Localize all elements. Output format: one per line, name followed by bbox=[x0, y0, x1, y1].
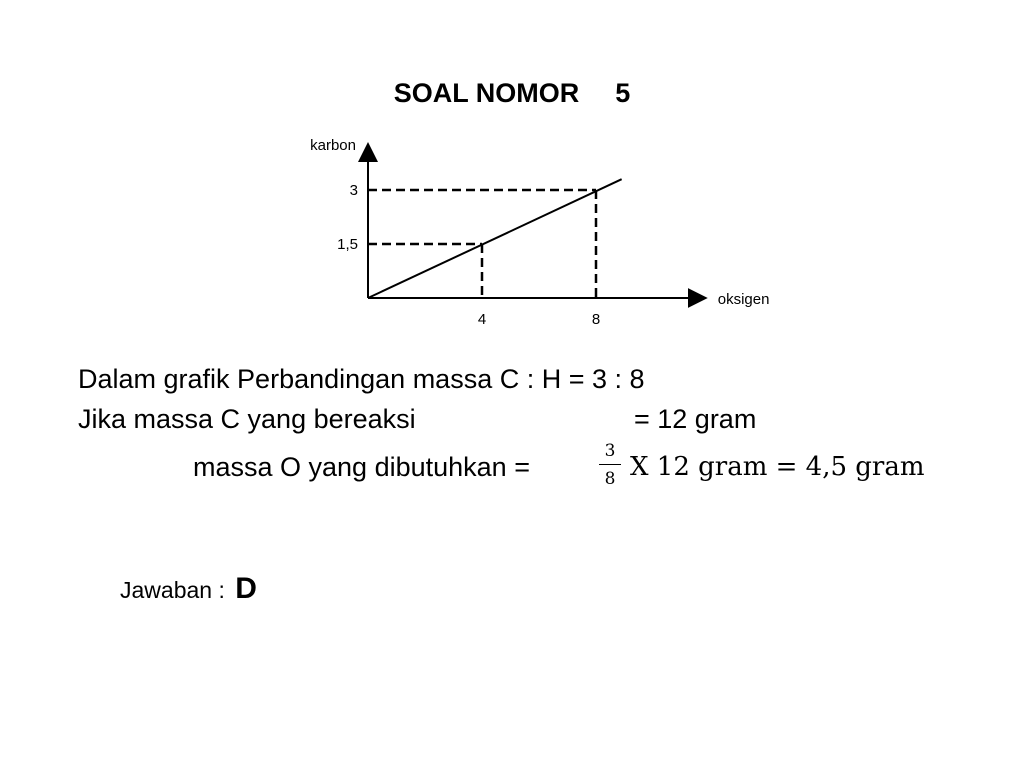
answer-value: D bbox=[235, 572, 257, 605]
mass-c-label: Jika massa C yang bereaksi bbox=[78, 404, 416, 434]
data-line bbox=[368, 179, 622, 298]
answer bbox=[120, 572, 257, 606]
y-tick-label-2: 3 bbox=[349, 182, 358, 199]
fraction-denominator: 8 bbox=[604, 469, 616, 489]
title-number: 5 bbox=[615, 78, 631, 108]
ratio-statement: Dalam grafik Perbandingan massa C : H = 3 : 8 bbox=[78, 364, 645, 394]
x-axis-label: oksigen bbox=[717, 291, 770, 308]
title-label: SOAL NOMOR bbox=[393, 78, 580, 108]
mass-o-statement bbox=[193, 441, 925, 489]
karbon-oksigen-chart bbox=[270, 128, 770, 343]
y-tick-label-1: 1,5 bbox=[337, 236, 358, 253]
fraction-bar bbox=[599, 464, 621, 465]
fraction-numerator: 3 bbox=[604, 441, 616, 461]
mass-c-statement bbox=[78, 404, 757, 435]
page-title bbox=[0, 78, 1024, 109]
fraction bbox=[599, 440, 621, 490]
x-tick-label-2: 8 bbox=[591, 311, 601, 328]
y-axis-label: karbon bbox=[310, 137, 356, 154]
answer-label: Jawaban : bbox=[120, 577, 225, 603]
x-tick-label-1: 4 bbox=[477, 311, 487, 328]
mass-o-label: massa O yang dibutuhkan = bbox=[193, 452, 530, 482]
mass-c-value: = 12 gram bbox=[634, 404, 757, 434]
calculation-result: X 12 gram = 4,5 gram bbox=[630, 452, 925, 482]
